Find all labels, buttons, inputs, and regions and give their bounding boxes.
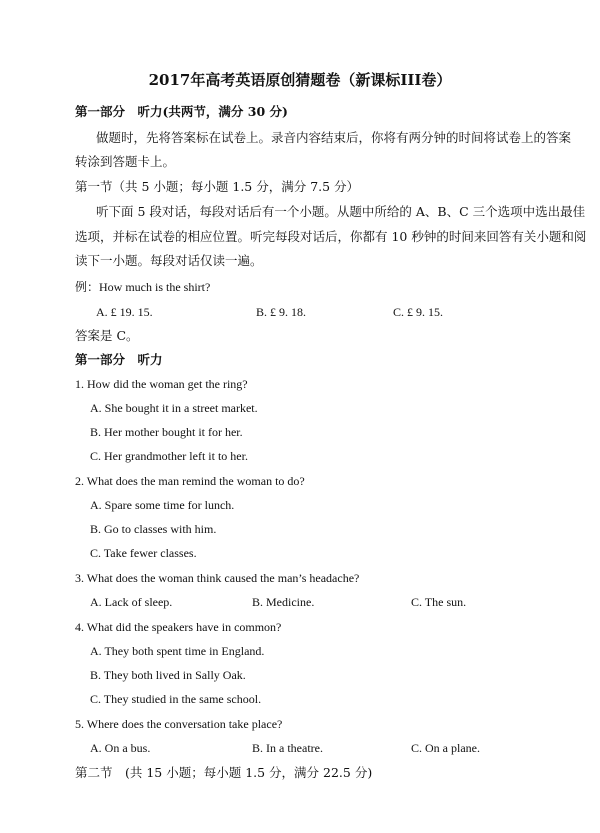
question-2: 2. What does the man remind the woman to do? bbox=[75, 474, 305, 488]
section1-instruction-line2: 选项，并标在试卷的相应位置。听完每段对话后，你都有 10 秒钟的时间来回答有关小题和阅 bbox=[75, 229, 587, 244]
question-1-option-a: A. She bought it in a street market. bbox=[90, 401, 258, 415]
question-5: 5. Where does the conversation take place? bbox=[75, 717, 283, 731]
question-2-option-b: B. Go to classes with him. bbox=[90, 522, 217, 536]
question-3-option-c: C. The sun. bbox=[411, 595, 467, 609]
part1-instruction-line1: 做题时，先将答案标在试卷上。录音内容结束后，你将有两分钟的时间将试卷上的答案 bbox=[96, 130, 572, 145]
part1-instruction-line2: 转涂到答题卡上。 bbox=[75, 154, 176, 169]
question-4-option-c: C. They studied in the same school. bbox=[90, 692, 262, 706]
question-4: 4. What did the speakers have in common? bbox=[75, 620, 282, 634]
section1-instruction-line1: 听下面 5 段对话，每段对话后有一个小题。从题中所给的 A、B、C 三个选项中选出最佳 bbox=[96, 204, 586, 219]
example-option-b: B. £ 9. 18. bbox=[256, 305, 307, 319]
question-2-option-a: A. Spare some time for lunch. bbox=[90, 498, 235, 512]
example-question: 例：How much is the shirt? bbox=[75, 280, 211, 294]
question-1-option-c: C. Her grandmother left it to her. bbox=[90, 449, 248, 463]
example-option-a: A. £ 19. 15. bbox=[96, 305, 153, 319]
question-4-option-a: A. They both spent time in England. bbox=[90, 644, 265, 658]
question-3: 3. What does the woman think caused the man’s headache? bbox=[75, 571, 360, 585]
question-5-option-c: C. On a plane. bbox=[411, 741, 480, 755]
section2-heading: 第二节 (共 15 小题；每小题 1.5 分，满分 22.5 分) bbox=[75, 765, 373, 780]
example-option-c: C. £ 9. 15. bbox=[393, 305, 444, 319]
listening-heading: 第一部分 听力 bbox=[75, 352, 163, 367]
part1-heading: 第一部分 听力(共两节，满分 30 分) bbox=[75, 104, 288, 119]
exam-title: 2017年高考英语原创猜题卷（新课标III卷） bbox=[148, 71, 452, 89]
example-answer: 答案是 C。 bbox=[75, 328, 139, 343]
section1-heading: 第一节（共 5 小题；每小题 1.5 分，满分 7.5 分） bbox=[75, 179, 360, 194]
question-5-option-b: B. In a theatre. bbox=[252, 741, 323, 755]
question-4-option-b: B. They both lived in Sally Oak. bbox=[90, 668, 246, 682]
question-1-option-b: B. Her mother bought it for her. bbox=[90, 425, 243, 439]
question-3-option-a: A. Lack of sleep. bbox=[90, 595, 173, 609]
question-5-option-a: A. On a bus. bbox=[90, 741, 151, 755]
question-1: 1. How did the woman get the ring? bbox=[75, 377, 248, 391]
question-2-option-c: C. Take fewer classes. bbox=[90, 546, 197, 560]
question-3-option-b: B. Medicine. bbox=[252, 595, 315, 609]
section1-instruction-line3: 读下一小题。每段对话仅读一遍。 bbox=[75, 253, 263, 268]
